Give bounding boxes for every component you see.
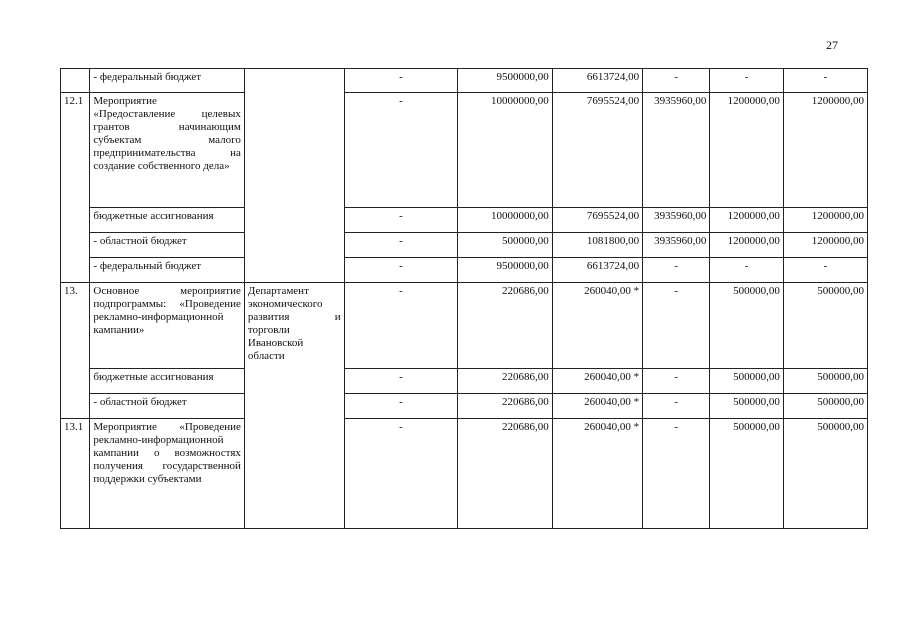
cell-value: 500000,00 xyxy=(783,283,867,369)
cell-value: - xyxy=(710,258,784,283)
cell-value: - xyxy=(643,394,710,419)
row-index xyxy=(61,69,90,93)
row-index: 13. xyxy=(61,283,90,419)
row-name: Мероприятие «Предоставление целевых грантов начинающим субъектам малого предпринимательства на создание собственного дела» xyxy=(90,93,244,208)
cell-value: - xyxy=(344,258,457,283)
table-row xyxy=(61,69,868,93)
page-number: 27 xyxy=(826,38,838,52)
cell-value: - xyxy=(344,208,457,233)
cell-value: 6613724,00 xyxy=(552,69,642,93)
table-row xyxy=(61,208,868,233)
cell-value: 260040,00 * xyxy=(552,369,642,394)
cell-value: 500000,00 xyxy=(710,394,784,419)
cell-value: 1200000,00 xyxy=(710,233,784,258)
cell-value: 9500000,00 xyxy=(458,69,553,93)
cell-value: 3935960,00 xyxy=(643,208,710,233)
cell-value: - xyxy=(643,258,710,283)
cell-value: 220686,00 xyxy=(458,394,553,419)
cell-value: 500000,00 xyxy=(783,369,867,394)
cell-value: 3935960,00 xyxy=(643,93,710,208)
row-index: 13.1 xyxy=(61,419,90,529)
row-name: - областной бюджет xyxy=(90,233,244,258)
cell-value: - xyxy=(344,394,457,419)
table-row xyxy=(61,233,868,258)
cell-value: 500000,00 xyxy=(710,369,784,394)
row-name: Основное мероприятие подпрограммы: «Проведение рекламно-информационной кампании» xyxy=(90,283,244,369)
cell-value: - xyxy=(643,283,710,369)
row-name: - федеральный бюджет xyxy=(90,258,244,283)
cell-value: 9500000,00 xyxy=(458,258,553,283)
cell-value: 1081800,00 xyxy=(552,233,642,258)
cell-value: - xyxy=(344,69,457,93)
cell-value: - xyxy=(643,369,710,394)
cell-value: 500000,00 xyxy=(783,419,867,529)
cell-value: 260040,00 * xyxy=(552,419,642,529)
cell-value: - xyxy=(344,283,457,369)
cell-value: - xyxy=(344,93,457,208)
cell-value: 7695524,00 xyxy=(552,208,642,233)
cell-value: - xyxy=(783,258,867,283)
cell-value: 500000,00 xyxy=(783,394,867,419)
table-row xyxy=(61,369,868,394)
cell-value: 220686,00 xyxy=(458,369,553,394)
cell-value: 220686,00 xyxy=(458,419,553,529)
cell-value: 6613724,00 xyxy=(552,258,642,283)
cell-value: 1200000,00 xyxy=(710,208,784,233)
cell-value: 1200000,00 xyxy=(783,208,867,233)
row-name: бюджетные ассигнования xyxy=(90,208,244,233)
cell-value: - xyxy=(344,419,457,529)
cell-value: 1200000,00 xyxy=(783,93,867,208)
row-index: 12.1 xyxy=(61,93,90,283)
cell-value: 7695524,00 xyxy=(552,93,642,208)
cell-value: - xyxy=(643,419,710,529)
cell-value: - xyxy=(643,69,710,93)
cell-value: 260040,00 * xyxy=(552,394,642,419)
cell-value: 220686,00 xyxy=(458,283,553,369)
row-name: - федеральный бюджет xyxy=(90,69,244,93)
cell-value: - xyxy=(344,233,457,258)
row-name: - областной бюджет xyxy=(90,394,244,419)
cell-value: - xyxy=(344,369,457,394)
table-row xyxy=(61,419,868,529)
row-name: Мероприятие «Проведение рекламно-информационной кампании о возможностях получения государственной поддержки субъектами xyxy=(90,419,244,529)
budget-table xyxy=(60,68,868,529)
table-row xyxy=(61,258,868,283)
cell-value: 10000000,00 xyxy=(458,93,553,208)
cell-value: 3935960,00 xyxy=(643,233,710,258)
table-row xyxy=(61,93,868,208)
table-row xyxy=(61,283,868,369)
executor-cell xyxy=(244,69,344,283)
row-name: бюджетные ассигнования xyxy=(90,369,244,394)
cell-value: 500000,00 xyxy=(458,233,553,258)
cell-value: 1200000,00 xyxy=(783,233,867,258)
cell-value: 1200000,00 xyxy=(710,93,784,208)
cell-value: 10000000,00 xyxy=(458,208,553,233)
cell-value: 500000,00 xyxy=(710,283,784,369)
cell-value: - xyxy=(783,69,867,93)
table-row xyxy=(61,394,868,419)
cell-value: 500000,00 xyxy=(710,419,784,529)
cell-value: - xyxy=(710,69,784,93)
executor-name: Департамент экономического развития и торговли Ивановской области xyxy=(244,283,344,529)
cell-value: 260040,00 * xyxy=(552,283,642,369)
